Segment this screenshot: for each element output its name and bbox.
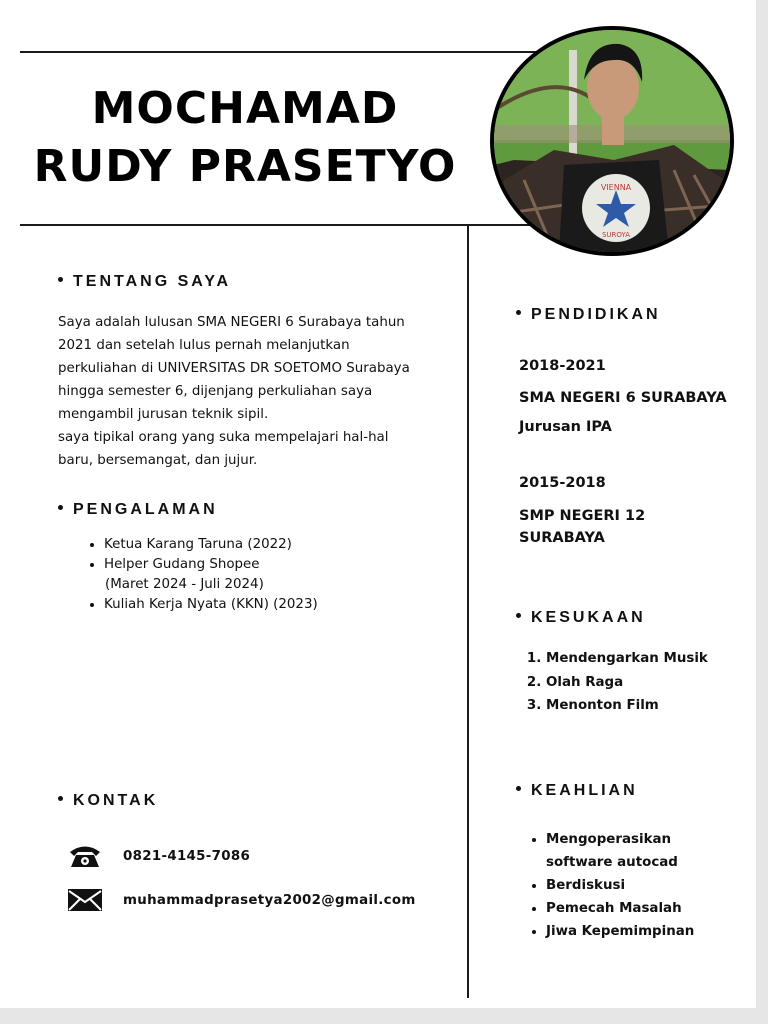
about-line: hingga semester 6, dijenjang perkuliahan saya [58,384,373,399]
envelope-icon [66,886,104,914]
list-item-continuation: (Maret 2024 - Juli 2024) [105,577,264,592]
bullet-dot [58,505,63,510]
about-line: baru, bersemangat, dan jujur. [58,453,258,468]
list-item: • Jiwa Kepemimpinan [546,920,694,943]
education-school-2 [519,505,645,549]
list-item: • Pemecah Masalah [546,897,694,920]
about-line: mengambil jurusan teknik sipil. [58,407,269,422]
about-paragraph [58,311,458,472]
email-row [66,886,416,914]
header-bottom-rule [20,224,540,226]
header-top-rule [20,51,540,53]
list-item: 3. Menonton Film [546,694,708,718]
contact-heading: KONTAK [58,792,158,810]
name-line-1: MOCHAMAD [91,83,399,134]
list-item: • Helper Gudang Shopee [104,555,444,575]
skills-heading: KEAHLIAN [516,782,638,800]
candidate-name [20,80,470,196]
experience-heading: PENGALAMAN [58,501,218,519]
education-detail-1: Jurusan IPA [519,419,612,435]
name-line-2: RUDY PRASETYO [33,141,457,192]
shirt-print-top: VIENNA [600,183,632,192]
about-line: perkuliahan di UNIVERSITAS DR SOETOMO Surabaya [58,361,410,376]
bullet-dot [516,786,521,791]
skills-list [526,828,694,943]
about-line: Saya adalah lulusan SMA NEGERI 6 Surabaya tahun [58,315,405,330]
education-school-1: SMA NEGERI 6 SURABAYA [519,390,727,406]
list-item: • Ketua Karang Taruna (2022) [104,535,444,555]
about-line: 2021 dan setelah lulus pernah melanjutkan [58,338,350,353]
education-years-2: 2015-2018 [519,475,606,491]
experience-list [80,535,444,615]
education-school-2-line-2: SURABAYA [519,530,605,546]
list-item: 1. Mendengarkan Musik [546,647,708,671]
list-item-continuation: software autocad [546,855,678,870]
about-heading: TENTANG SAYA [58,273,231,291]
education-school-2-line-1: SMP NEGERI 12 [519,508,646,524]
education-years-1: 2018-2021 [519,358,606,374]
bullet-dot [58,796,63,801]
email-address[interactable]: muhammadprasetya2002@gmail.com [123,892,416,908]
list-item: • Kuliah Kerja Nyata (KKN) (2023) [104,595,444,615]
telephone-icon [66,842,104,870]
about-line: saya tipikal orang yang suka mempelajari hal-hal [58,430,389,445]
education-heading: PENDIDIKAN [516,306,661,324]
likes-heading: KESUKAAN [516,609,646,627]
likes-list [528,647,708,718]
phone-number[interactable]: 0821-4145-7086 [123,848,251,864]
bullet-dot [516,310,521,315]
phone-row [66,842,250,870]
list-item: • Mengoperasikan [546,828,694,851]
list-item: 2. Olah Raga [546,671,708,695]
profile-photo [490,26,734,256]
shirt-print-bottom: SUROYA [601,231,631,239]
column-divider [467,226,469,998]
bullet-dot [516,613,521,618]
list-item: • Berdiskusi [546,874,694,897]
bullet-dot [58,277,63,282]
